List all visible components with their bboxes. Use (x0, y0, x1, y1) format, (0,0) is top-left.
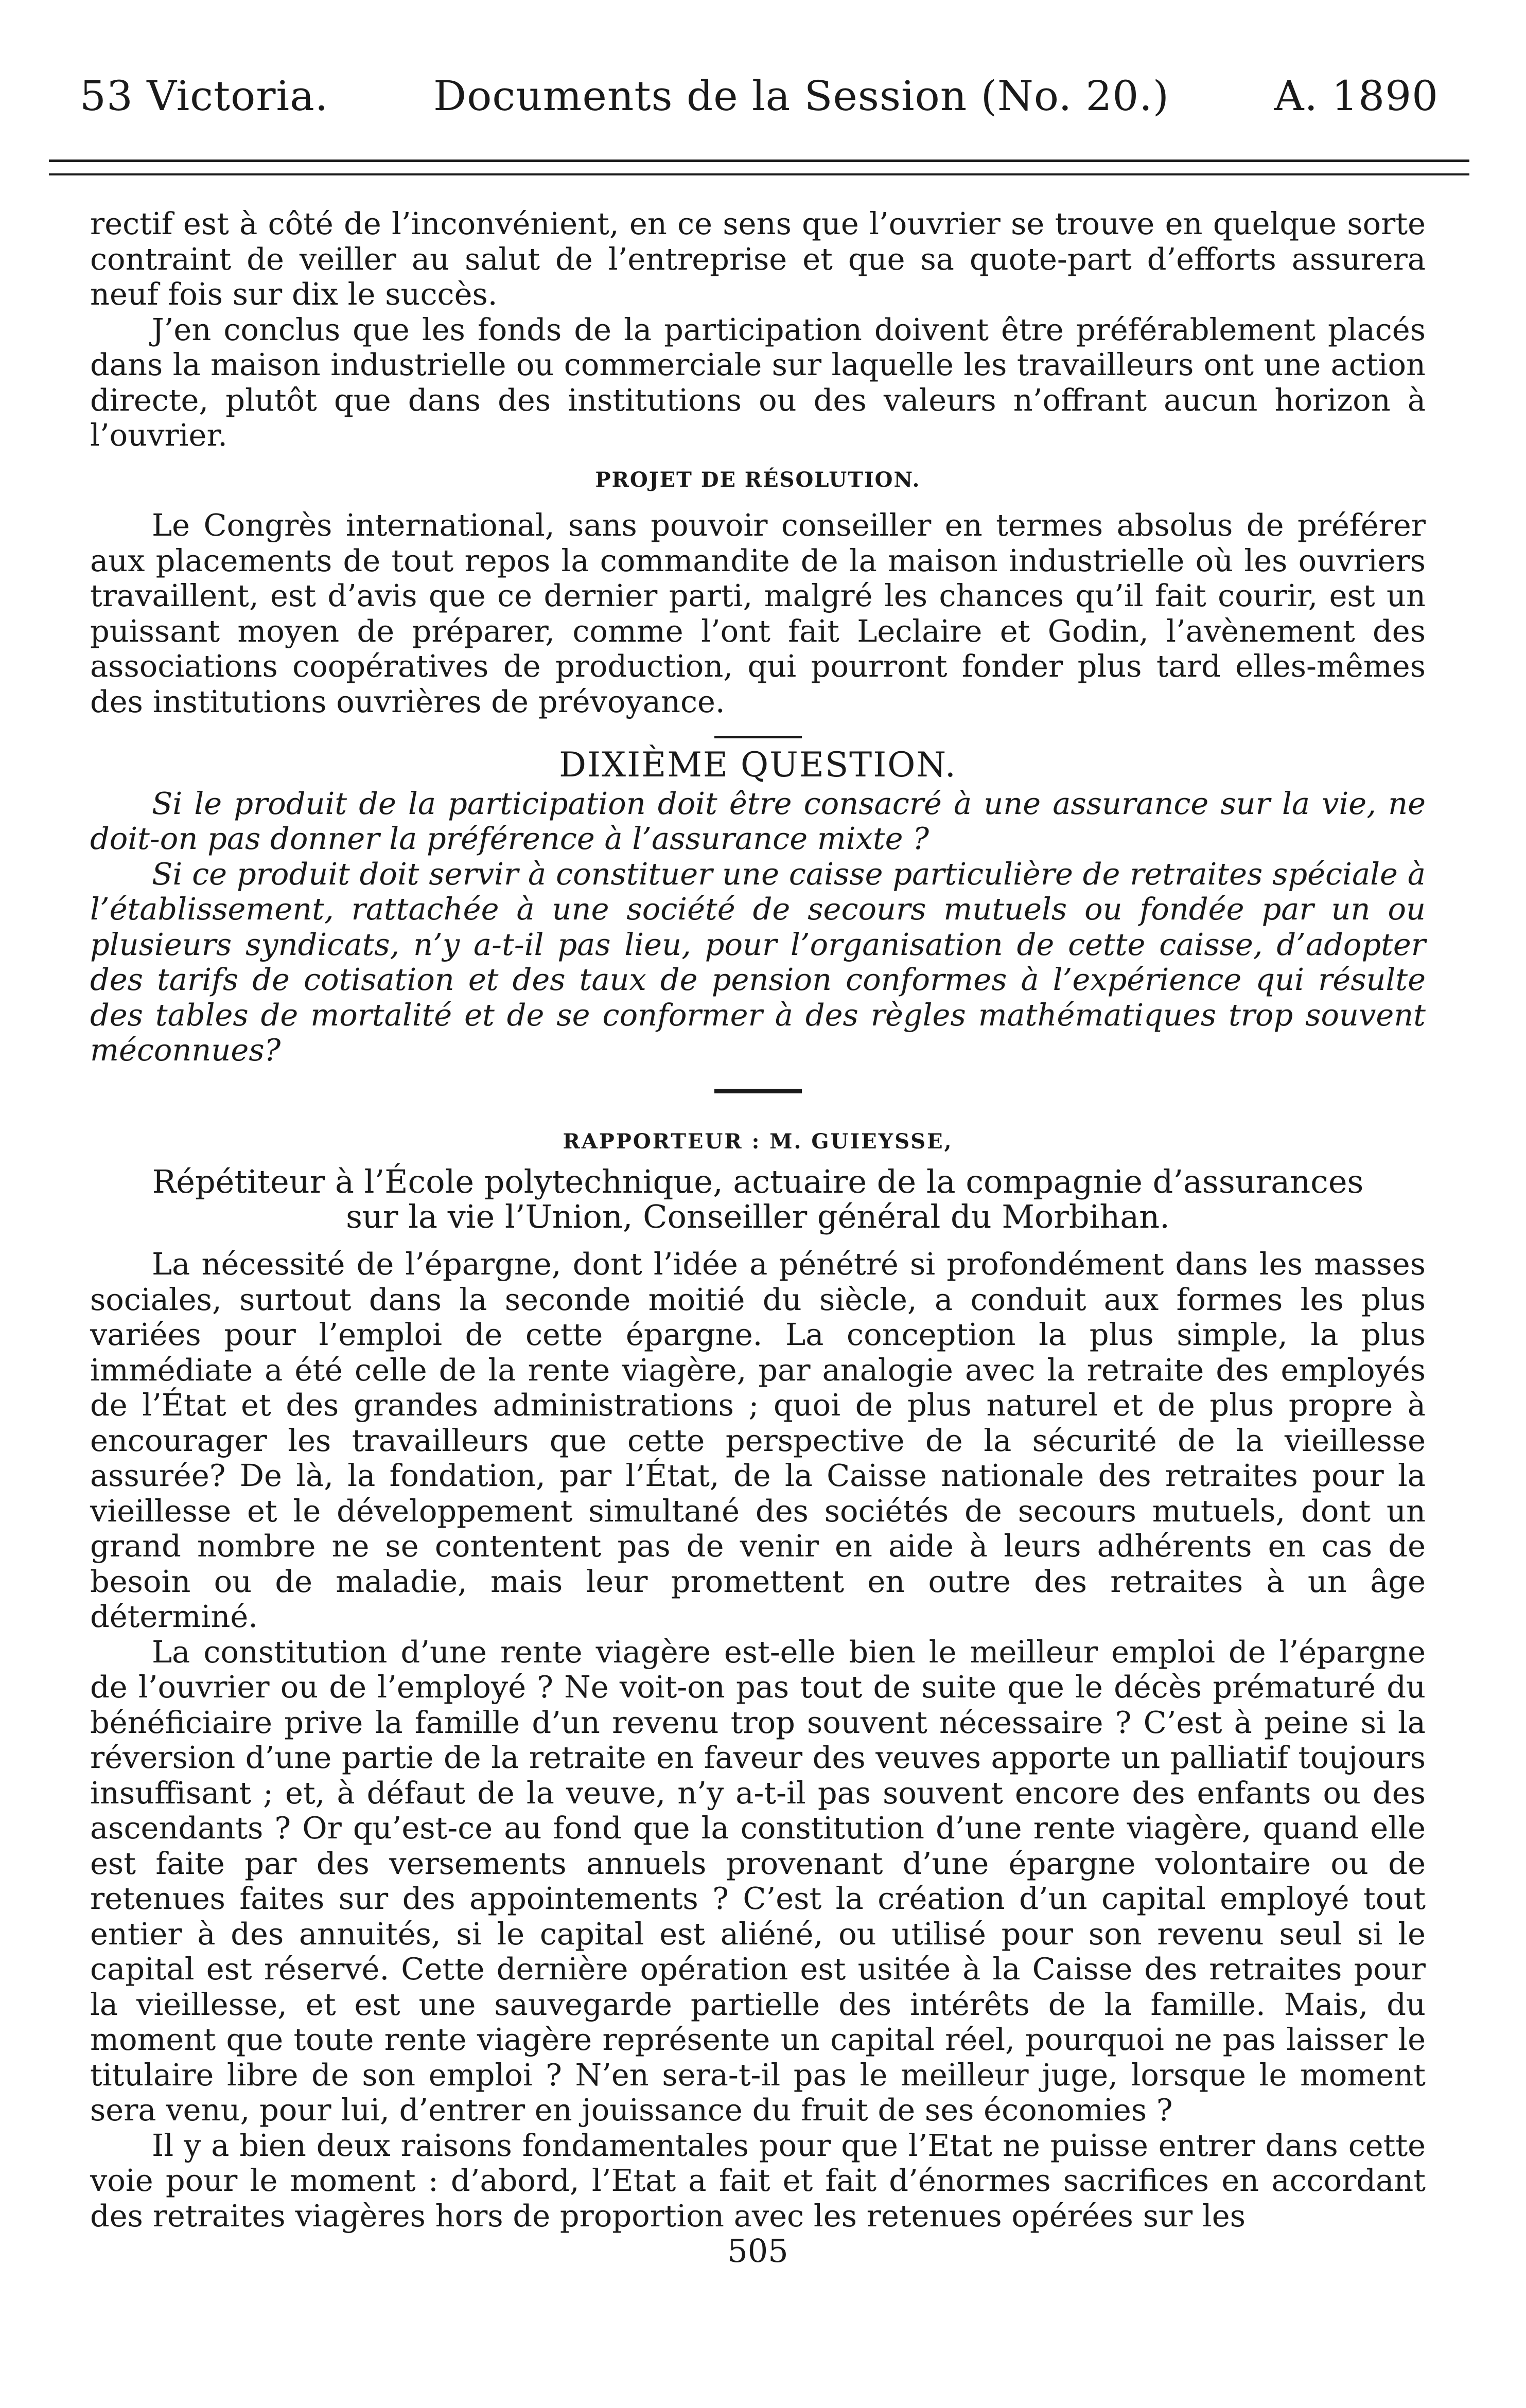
header-center: Documents de la Session (No. 20.) (433, 72, 1169, 120)
paragraph: J’en conclus que les fonds de la participation doivent être préférablement placés dans la maison industrielle ou commerciale sur laquelle les travailleurs ont une action directe, plutôt que dans des institutions ou des valeurs n’offrant aucun horizon à l’ouvrier. (90, 311, 1426, 453)
projet-text: Le Congrès international, sans pouvoir conseiller en termes absolus de préférer aux placements de tout repos la commandite de la maison industrielle où les ouvriers travaillent, est d’avis que ce dernier parti, malgré les chances qu’il fait courir, est un puissant moyen de préparer, comme l’ont fait Leclaire et Godin, l’avènement des associations coopératives de production, qui pourront fonder plus tard elles-mêmes des institutions ouvrières de prévoyance. (90, 507, 1426, 719)
question-paragraph: Si ce produit doit servir à constituer une caisse particulière de retraites spéciale à l’établissement, rattachée à une société de secours mutuels ou fondée par un ou plusieurs syndicats, n’y a-t-il pas lieu, pour l’organisation de cette caisse, d’adopter des tarifs de cotisation et des taux de pension conformes à l’expérience qui résulte des tables de mortalité et de se conformer à des règles mathématiques trop souvent méconnues? (90, 856, 1426, 1068)
header-double-rule (49, 160, 1469, 175)
paragraph: rectif est à côté de l’inconvénient, en ce sens que l’ouvrier se trouve en quelque sorte contraint de veiller au salut de l’entreprise et que sa quote-part d’efforts assurera neuf fois sur dix le succès. (90, 206, 1426, 312)
page-body (49, 206, 1469, 2269)
header-right: A. 1890 (1274, 72, 1439, 120)
question-paragraph: Si le produit de la participation doit être consacré à une assurance sur la vie, ne doit-on pas donner la préférence à l’assurance mixte ? (90, 785, 1426, 856)
document-page (49, 72, 1469, 2269)
page-number: 505 (727, 2232, 788, 2270)
body-paragraph: La nécessité de l’épargne, dont l’idée a pénétré si profondément dans les masses sociales, surtout dans la seconde moitié du siècle, a conduit aux formes les plus variées pour l’emploi de cette épargne. La conception la plus simple, la plus immédiate a été celle de la rente viagère, par analogie avec la retraite des employés de l’État et des grandes administrations ; quoi de plus naturel et de plus propre à encourager les travailleurs que cette perspective de la sécurité de la vieillesse assurée? De là, la fondation, par l’État, de la Caisse nationale des retraites pour la vieillesse et le développement simultané des sociétés de secours mutuels, dont un grand nombre ne se contentent pas de venir en aide à leurs adhérents en cas de besoin ou de maladie, mais leur promettent en outre des retraites à un âge déterminé. (90, 1246, 1426, 1634)
affiliation-line: Répétiteur à l’École polytechnique, actuaire de la compagnie d’assurances (152, 1163, 1364, 1200)
question-block (90, 786, 1426, 1068)
affiliation-line: sur la vie l’Union, Conseiller général du Morbihan. (346, 1198, 1170, 1235)
rapporteur-heading: RAPPORTEUR : M. GUIEYSSE, (563, 1129, 953, 1154)
section-divider (714, 1089, 802, 1093)
running-header (49, 72, 1469, 123)
header-left: 53 Victoria. (80, 72, 329, 120)
section-divider (714, 736, 802, 738)
rapporteur-affiliation (90, 1164, 1426, 1234)
question-title: DIXIÈME QUESTION. (559, 745, 957, 785)
body-paragraph: Il y a bien deux raisons fondamentales pour que l’Etat ne puisse entrer dans cette voie pour le moment : d’abord, l’Etat a fait et fait d’énormes sacrifices en accordant des retraites viagères hors de proportion avec les retenues opérées sur les (90, 2127, 1426, 2234)
projet-heading: PROJET DE RÉSOLUTION. (595, 467, 921, 492)
body-paragraph: La constitution d’une rente viagère est-elle bien le meilleur emploi de l’épargne de l’ouvrier ou de l’employé ? Ne voit-on pas tout de suite que le décès prématuré du bénéficiaire prive la famille d’un revenu trop souvent nécessaire ? C’est à peine si la réversion d’une partie de la retraite en faveur des veuves apporte un palliatif toujours insuffisant ; et, à défaut de la veuve, n’y a-t-il pas souvent encore des enfants ou des ascendants ? Or qu’est-ce au fond que la constitution d’une rente viagère, quand elle est faite par des versements annuels provenant d’une épargne volontaire ou de retenues faites sur des appointements ? C’est la création d’un capital employé tout entier à des annuités, si le capital est aliéné, ou utilisé pour son revenu seul si le capital est réservé. Cette dernière opération est usitée à la Caisse des retraites pour la vieillesse, et est une sauvegarde partielle des intérêts de la famille. Mais, du moment que toute rente viagère représente un capital réel, pourquoi ne pas laisser le titulaire libre de son emploi ? N’en sera-t-il pas le meilleur juge, lorsque le moment sera venu, pour lui, d’entrer en jouissance du fruit de ses économies ? (90, 1634, 1426, 2128)
